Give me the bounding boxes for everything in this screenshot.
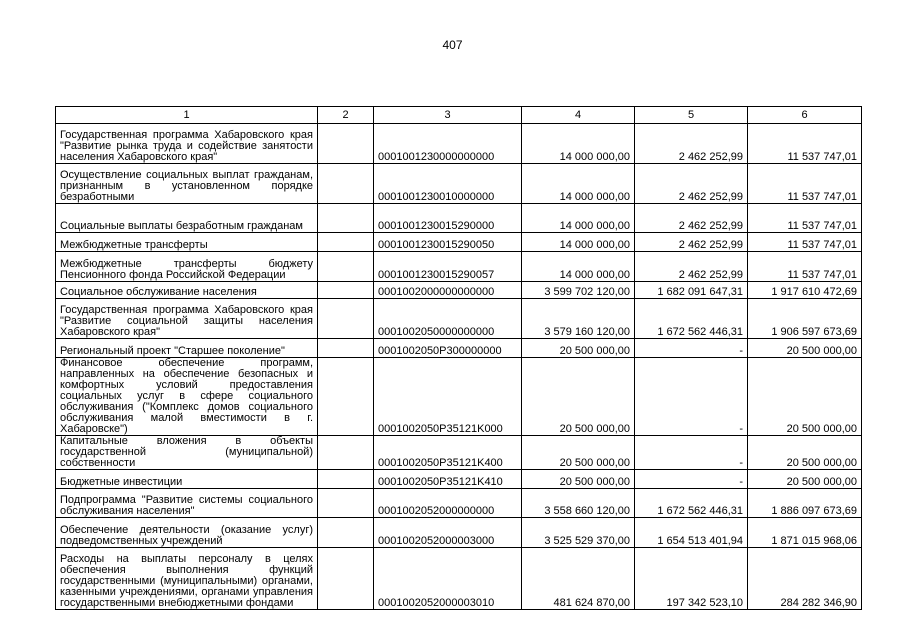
row-value-col6: 20 500 000,00 <box>748 470 862 489</box>
row-value-col6: 20 500 000,00 <box>748 358 862 436</box>
row-value-col4: 481 624 870,00 <box>522 548 635 610</box>
row-name: Осуществление социальных выплат гражданам, признанным в установленном порядке безработными <box>56 164 318 204</box>
row-code: 0001002050P300000000 <box>374 339 522 358</box>
header-col-3: 3 <box>374 107 522 124</box>
row-name: Капитальные вложения в объекты государственной (муниципальной) собственности <box>56 436 318 470</box>
row-value-col6: 1 906 597 673,69 <box>748 299 862 339</box>
table-row <box>56 233 862 252</box>
row-value-col4: 3 599 702 120,00 <box>522 282 635 299</box>
table-row <box>56 470 862 489</box>
row-name: Государственная программа Хабаровского края "Развитие социальной защиты населения Хабаровского края" <box>56 299 318 339</box>
row-value-col4: 20 500 000,00 <box>522 339 635 358</box>
row-value-col6: 11 537 747,01 <box>748 252 862 282</box>
header-col-1: 1 <box>56 107 318 124</box>
table-row <box>56 489 862 518</box>
row-value-col4: 20 500 000,00 <box>522 436 635 470</box>
row-name: Государственная программа Хабаровского края "Развитие рынка труда и содействие занятости населения Хабаровского края" <box>56 124 318 164</box>
row-value-col6: 11 537 747,01 <box>748 164 862 204</box>
row-name: Социальные выплаты безработным гражданам <box>56 204 318 233</box>
table-row <box>56 164 862 204</box>
row-value-col5: 2 462 252,99 <box>635 204 748 233</box>
row-col2 <box>318 470 374 489</box>
row-col2 <box>318 299 374 339</box>
header-col-5: 5 <box>635 107 748 124</box>
row-value-col4: 14 000 000,00 <box>522 124 635 164</box>
row-code: 0001001230000000000 <box>374 124 522 164</box>
table-row <box>56 548 862 610</box>
row-col2 <box>318 339 374 358</box>
row-value-col4: 3 579 160 120,00 <box>522 299 635 339</box>
row-col2 <box>318 252 374 282</box>
row-value-col6: 11 537 747,01 <box>748 233 862 252</box>
row-col2 <box>318 548 374 610</box>
row-value-col5: - <box>635 358 748 436</box>
row-value-col5: 1 672 562 446,31 <box>635 299 748 339</box>
row-value-col5: 2 462 252,99 <box>635 252 748 282</box>
row-name: Бюджетные инвестиции <box>56 470 318 489</box>
row-code: 0001001230015290000 <box>374 204 522 233</box>
header-col-4: 4 <box>522 107 635 124</box>
row-value-col6: 1 917 610 472,69 <box>748 282 862 299</box>
row-name: Межбюджетные трансферты <box>56 233 318 252</box>
row-value-col5: 1 672 562 446,31 <box>635 489 748 518</box>
table-row <box>56 339 862 358</box>
row-value-col6: 284 282 346,90 <box>748 548 862 610</box>
row-name: Региональный проект "Старшее поколение" <box>56 339 318 358</box>
table-row <box>56 518 862 548</box>
table-header-row <box>56 107 862 124</box>
row-code: 0001002052000000000 <box>374 489 522 518</box>
row-value-col5: - <box>635 436 748 470</box>
row-code: 0001002052000003000 <box>374 518 522 548</box>
row-name: Обеспечение деятельности (оказание услуг) подведомственных учреждений <box>56 518 318 548</box>
row-col2 <box>318 124 374 164</box>
row-code: 0001001230010000000 <box>374 164 522 204</box>
row-value-col6: 20 500 000,00 <box>748 339 862 358</box>
row-col2 <box>318 358 374 436</box>
row-value-col5: 2 462 252,99 <box>635 233 748 252</box>
table-row <box>56 282 862 299</box>
row-col2 <box>318 518 374 548</box>
row-value-col5: 197 342 523,10 <box>635 548 748 610</box>
row-value-col5: 1 654 513 401,94 <box>635 518 748 548</box>
budget-table <box>55 106 862 610</box>
page-number: 407 <box>442 38 463 52</box>
row-code: 0001002052000003010 <box>374 548 522 610</box>
row-value-col6: 1 886 097 673,69 <box>748 489 862 518</box>
row-code: 0001002000000000000 <box>374 282 522 299</box>
header-col-2: 2 <box>318 107 374 124</box>
row-value-col4: 14 000 000,00 <box>522 252 635 282</box>
header-col-6: 6 <box>748 107 862 124</box>
row-name: Социальное обслуживание населения <box>56 282 318 299</box>
table-row <box>56 436 862 470</box>
row-code: 0001002050P35121K400 <box>374 436 522 470</box>
table-row <box>56 124 862 164</box>
row-value-col6: 11 537 747,01 <box>748 124 862 164</box>
row-value-col4: 14 000 000,00 <box>522 233 635 252</box>
table-row <box>56 358 862 436</box>
row-value-col5: 2 462 252,99 <box>635 164 748 204</box>
row-col2 <box>318 164 374 204</box>
row-value-col4: 20 500 000,00 <box>522 470 635 489</box>
row-value-col5: 2 462 252,99 <box>635 124 748 164</box>
row-code: 0001002050P35121K410 <box>374 470 522 489</box>
row-code: 0001002050P35121K000 <box>374 358 522 436</box>
row-code: 0001002050000000000 <box>374 299 522 339</box>
row-value-col4: 3 525 529 370,00 <box>522 518 635 548</box>
row-code: 0001001230015290057 <box>374 252 522 282</box>
row-value-col5: - <box>635 339 748 358</box>
row-col2 <box>318 233 374 252</box>
row-name: Расходы на выплаты персоналу в целях обеспечения выполнения функций государственными (муниципальными) органами, казенными учреждениями, органами управления государственными внебюджетными фондами <box>56 548 318 610</box>
table-row <box>56 299 862 339</box>
table-row <box>56 204 862 233</box>
row-col2 <box>318 436 374 470</box>
row-value-col4: 20 500 000,00 <box>522 358 635 436</box>
row-value-col5: - <box>635 470 748 489</box>
row-col2 <box>318 204 374 233</box>
table-row <box>56 252 862 282</box>
row-name: Финансовое обеспечение программ, направленных на обеспечение безопасных и комфортных условий предоставления социальных услуг в сфере социального обслуживания ("Комплекс домов социального обслуживания малой вместимости в г. Хабаровске") <box>56 358 318 436</box>
row-value-col6: 11 537 747,01 <box>748 204 862 233</box>
row-value-col6: 1 871 015 968,06 <box>748 518 862 548</box>
row-value-col4: 14 000 000,00 <box>522 164 635 204</box>
row-value-col6: 20 500 000,00 <box>748 436 862 470</box>
row-value-col4: 14 000 000,00 <box>522 204 635 233</box>
row-col2 <box>318 282 374 299</box>
row-value-col4: 3 558 660 120,00 <box>522 489 635 518</box>
row-name: Подпрограмма "Развитие системы социального обслуживания населения" <box>56 489 318 518</box>
row-value-col5: 1 682 091 647,31 <box>635 282 748 299</box>
row-code: 0001001230015290050 <box>374 233 522 252</box>
row-col2 <box>318 489 374 518</box>
row-name: Межбюджетные трансферты бюджету Пенсионного фонда Российской Федерации <box>56 252 318 282</box>
